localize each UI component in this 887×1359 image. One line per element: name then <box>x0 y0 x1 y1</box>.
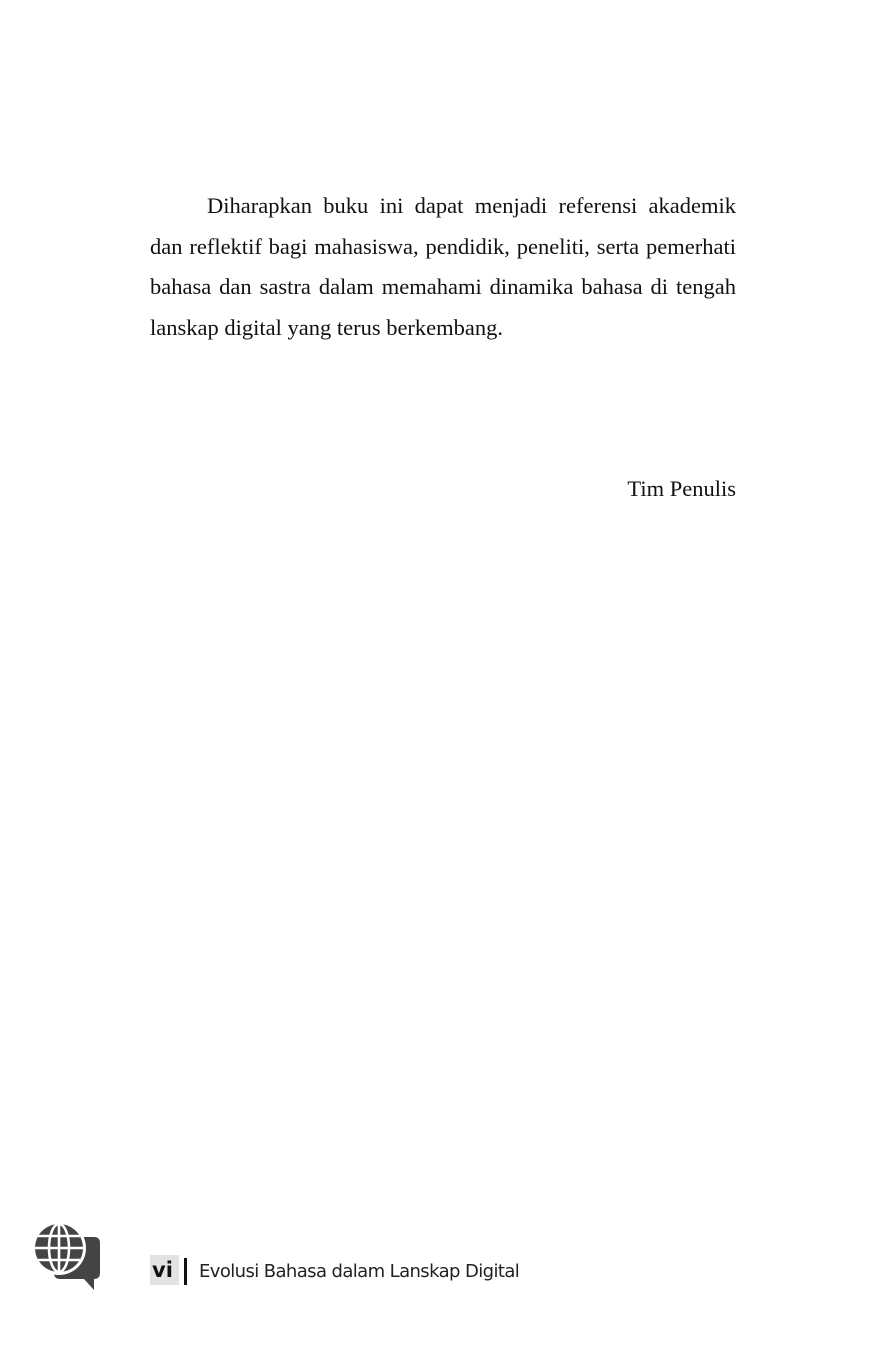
footer-divider <box>184 1258 187 1285</box>
signature: Tim Penulis <box>627 476 736 501</box>
page-number: vi <box>150 1255 179 1285</box>
running-footer-title: Evolusi Bahasa dalam Lanskap Digital <box>199 1261 520 1282</box>
body-paragraph: Diharapkan buku ini dapat menjadi referensi akademik dan reflektif bagi mahasiswa, pendidik, peneliti, serta pemerhati bahasa dan sastra dalam memahami dinamika bahasa di tengah lanskap digital yang terus berkembang. <box>150 193 736 340</box>
globe-chat-bubble-icon <box>30 1219 104 1293</box>
